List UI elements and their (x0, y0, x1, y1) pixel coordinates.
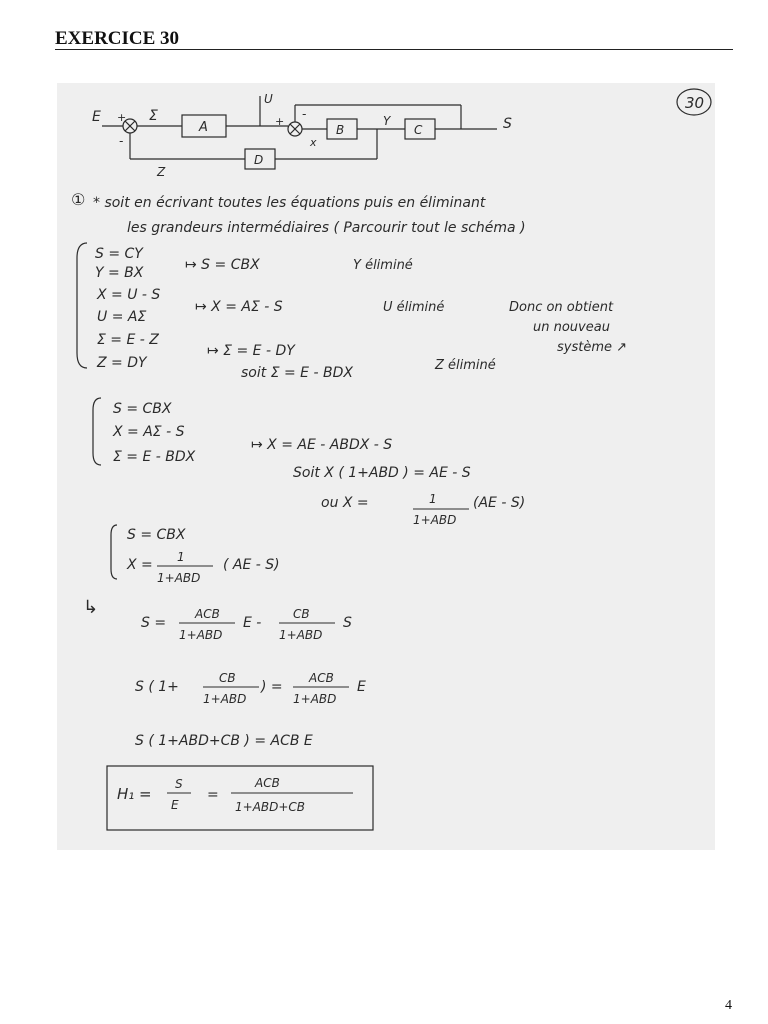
handwritten-scan (57, 83, 715, 850)
svg-text:soit Σ = E - BDX: soit Σ = E - BDX (241, 365, 353, 381)
svg-text:-: - (302, 107, 307, 121)
svg-text:1+ABD: 1+ABD (179, 628, 223, 642)
svg-text:(AE - S): (AE - S) (473, 495, 526, 511)
svg-text:S = CY: S = CY (95, 246, 143, 262)
svg-text:Z éliminé: Z éliminé (435, 358, 496, 373)
svg-text:E: E (171, 798, 179, 812)
svg-text:Z = DY: Z = DY (97, 355, 147, 371)
svg-text:↦ Σ = E - DY: ↦ Σ = E - DY (207, 343, 295, 359)
svg-text:S: S (503, 116, 512, 132)
svg-text:ACB: ACB (195, 607, 220, 621)
svg-text:U: U (264, 92, 273, 106)
svg-text:X = U - S: X = U - S (97, 287, 161, 303)
svg-text:U éliminé: U éliminé (383, 300, 445, 315)
svg-text:C: C (414, 123, 423, 137)
svg-text:1+ABD: 1+ABD (203, 692, 247, 706)
svg-text:Z: Z (157, 165, 166, 179)
svg-text:Σ = E - BDX: Σ = E - BDX (113, 449, 196, 465)
page-number: 4 (725, 998, 732, 1013)
title-rule (55, 49, 733, 50)
svg-text:E -: E - (243, 615, 262, 631)
svg-text:H₁ =: H₁ = (117, 785, 152, 803)
svg-text:↦ S = CBX: ↦ S = CBX (185, 257, 260, 273)
svg-text:S ( 1+ABD+CB ) = ACB E: S ( 1+ABD+CB ) = ACB E (135, 733, 313, 749)
svg-text:( AE - S): ( AE - S) (223, 557, 280, 573)
svg-text:CB: CB (293, 607, 310, 621)
svg-text:S =: S = (141, 615, 167, 631)
svg-text:ACB: ACB (309, 671, 334, 685)
step1-marker: ① (71, 190, 86, 209)
svg-text:=: = (207, 787, 219, 803)
svg-text:Y: Y (383, 114, 391, 128)
svg-text:x: x (310, 136, 317, 149)
svg-text:1: 1 (177, 550, 185, 564)
svg-text:S ( 1+: S ( 1+ (135, 679, 179, 695)
svg-text:1+ABD: 1+ABD (293, 692, 337, 706)
svg-text:Donc on obtient: Donc on obtient (509, 300, 614, 315)
svg-text:Y = BX: Y = BX (95, 265, 144, 281)
badge-text: 30 (685, 94, 705, 112)
intro-line-2: les grandeurs intermédiaires ( Parcourir tout le schéma ) (127, 220, 526, 236)
block-diagram (102, 96, 497, 169)
svg-text:↦ X = AΣ - S: ↦ X = AΣ - S (195, 299, 283, 315)
svg-text:1+ABD+CB: 1+ABD+CB (235, 800, 306, 814)
svg-text:S: S (343, 615, 352, 631)
svg-text:1+ABD: 1+ABD (413, 513, 457, 527)
intro-line-1: * soit en écrivant toutes les équations puis en éliminant (93, 195, 486, 211)
svg-text:-: - (119, 134, 124, 148)
scan-drawing (57, 83, 715, 850)
svg-text:E: E (357, 679, 366, 695)
exercise-title: EXERCICE 30 (55, 28, 180, 49)
svg-text:Y éliminé: Y éliminé (353, 258, 413, 273)
svg-text:B: B (336, 123, 345, 137)
svg-text:système ↗: système ↗ (557, 340, 628, 355)
svg-text:ou X =: ou X = (321, 495, 369, 511)
svg-text:A: A (199, 120, 208, 135)
svg-text:+: + (275, 115, 285, 128)
svg-text:Σ = E - Z: Σ = E - Z (97, 332, 159, 348)
svg-text:+: + (117, 111, 127, 124)
svg-text:1: 1 (429, 492, 437, 506)
svg-text:Soit X ( 1+ABD ) = AE - S: Soit X ( 1+ABD ) = AE - S (293, 465, 471, 481)
svg-text:↳: ↳ (83, 597, 99, 618)
svg-text:un nouveau: un nouveau (533, 320, 610, 335)
svg-text:S: S (175, 777, 183, 791)
exercise-badge (677, 89, 711, 115)
svg-text:) =: ) = (261, 679, 283, 695)
svg-text:X = AΣ - S: X = AΣ - S (113, 424, 185, 440)
svg-text:ACB: ACB (255, 776, 280, 790)
svg-text:CB: CB (219, 671, 236, 685)
svg-text:S = CBX: S = CBX (127, 527, 186, 543)
svg-text:U = AΣ: U = AΣ (97, 309, 147, 325)
svg-text:↦ X = AE - ABDX - S: ↦ X = AE - ABDX - S (251, 437, 393, 453)
svg-text:Σ: Σ (149, 108, 158, 124)
svg-text:D: D (254, 153, 264, 167)
svg-text:1+ABD: 1+ABD (279, 628, 323, 642)
svg-text:X =: X = (127, 557, 153, 573)
svg-text:S = CBX: S = CBX (113, 401, 172, 417)
svg-text:1+ABD: 1+ABD (157, 571, 201, 585)
svg-text:E: E (92, 109, 101, 125)
